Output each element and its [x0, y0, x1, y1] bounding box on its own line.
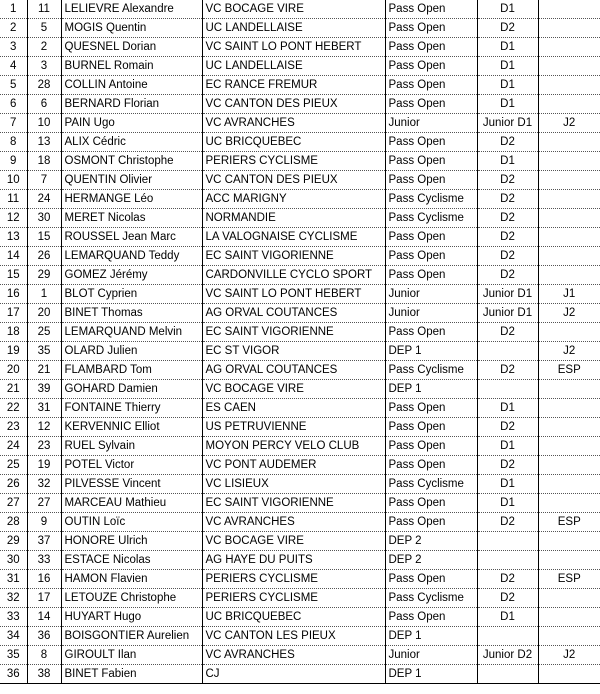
rank-cell: 19 [0, 342, 27, 361]
rank-cell: 5 [0, 76, 27, 95]
bib-cell: 18 [27, 152, 61, 171]
table-row [0, 380, 600, 399]
table-row [0, 323, 600, 342]
rider-name-cell: KERVENNIC Elliot [61, 418, 202, 437]
table-row [0, 114, 600, 133]
table-row [0, 418, 600, 437]
extra-class-cell [538, 589, 600, 608]
extra-class-cell [538, 418, 600, 437]
rank-cell: 21 [0, 380, 27, 399]
bib-cell: 27 [27, 494, 61, 513]
division-cell: D2 [477, 190, 538, 209]
rank-cell: 7 [0, 114, 27, 133]
extra-class-cell: J2 [538, 114, 600, 133]
extra-class-cell [538, 38, 600, 57]
club-cell: EC SAINT VIGORIENNE [202, 247, 385, 266]
rider-name-cell: HAMON Flavien [61, 570, 202, 589]
division-cell: D2 [477, 418, 538, 437]
category-cell: Pass Cyclisme [385, 361, 477, 380]
club-cell: PERIERS CYCLISME [202, 570, 385, 589]
club-cell: VC AVRANCHES [202, 114, 385, 133]
extra-class-cell [538, 247, 600, 266]
division-cell: D2 [477, 247, 538, 266]
category-cell: Junior [385, 304, 477, 323]
rank-cell: 14 [0, 247, 27, 266]
extra-class-cell: ESP [538, 361, 600, 380]
rider-name-cell: MOGIS Quentin [61, 19, 202, 38]
table-row [0, 437, 600, 456]
category-cell: Pass Open [385, 171, 477, 190]
bib-cell: 36 [27, 627, 61, 646]
division-cell: D1 [477, 57, 538, 76]
category-cell: Pass Open [385, 570, 477, 589]
club-cell: ES CAEN [202, 399, 385, 418]
club-cell: PERIERS CYCLISME [202, 152, 385, 171]
division-cell [477, 665, 538, 684]
bib-cell: 10 [27, 114, 61, 133]
extra-class-cell [538, 152, 600, 171]
rank-cell: 22 [0, 399, 27, 418]
division-cell: Junior D1 [477, 285, 538, 304]
category-cell: Pass Open [385, 437, 477, 456]
table-row [0, 133, 600, 152]
club-cell: UC LANDELLAISE [202, 19, 385, 38]
extra-class-cell [538, 399, 600, 418]
bib-cell: 32 [27, 475, 61, 494]
rider-name-cell: GOMEZ Jérémy [61, 266, 202, 285]
division-cell: Junior D1 [477, 304, 538, 323]
rank-cell: 11 [0, 190, 27, 209]
table-row [0, 190, 600, 209]
club-cell: AG ORVAL COUTANCES [202, 361, 385, 380]
rank-cell: 36 [0, 665, 27, 684]
extra-class-cell [538, 171, 600, 190]
table-row [0, 494, 600, 513]
category-cell: DEP 1 [385, 627, 477, 646]
category-cell: DEP 2 [385, 551, 477, 570]
club-cell: EC SAINT VIGORIENNE [202, 323, 385, 342]
division-cell: Junior D1 [477, 114, 538, 133]
rider-name-cell: FLAMBARD Tom [61, 361, 202, 380]
bib-cell: 15 [27, 228, 61, 247]
rank-cell: 15 [0, 266, 27, 285]
rider-name-cell: BINET Thomas [61, 304, 202, 323]
rank-cell: 32 [0, 589, 27, 608]
rank-cell: 4 [0, 57, 27, 76]
table-row [0, 513, 600, 532]
category-cell: Pass Open [385, 19, 477, 38]
bib-cell: 24 [27, 190, 61, 209]
division-cell: D1 [477, 475, 538, 494]
table-row [0, 627, 600, 646]
category-cell: Pass Open [385, 95, 477, 114]
rank-cell: 13 [0, 228, 27, 247]
rank-cell: 23 [0, 418, 27, 437]
category-cell: Junior [385, 285, 477, 304]
extra-class-cell [538, 0, 600, 19]
category-cell: Pass Open [385, 266, 477, 285]
table-row [0, 152, 600, 171]
rider-name-cell: HUYART Hugo [61, 608, 202, 627]
table-row [0, 57, 600, 76]
table-row [0, 665, 600, 684]
rank-cell: 18 [0, 323, 27, 342]
rider-name-cell: OLARD Julien [61, 342, 202, 361]
club-cell: VC CANTON DES PIEUX [202, 95, 385, 114]
club-cell: LA VALOGNAISE CYCLISME [202, 228, 385, 247]
rider-name-cell: LELIEVRE Alexandre [61, 0, 202, 19]
category-cell: Pass Cyclisme [385, 589, 477, 608]
division-cell: D2 [477, 570, 538, 589]
extra-class-cell [538, 266, 600, 285]
rider-name-cell: RUEL Sylvain [61, 437, 202, 456]
club-cell: AG HAYE DU PUITS [202, 551, 385, 570]
division-cell: D2 [477, 456, 538, 475]
bib-cell: 11 [27, 0, 61, 19]
table-row [0, 399, 600, 418]
category-cell: Pass Cyclisme [385, 190, 477, 209]
category-cell: Pass Open [385, 228, 477, 247]
category-cell: Pass Open [385, 323, 477, 342]
rank-cell: 33 [0, 608, 27, 627]
category-cell: Pass Cyclisme [385, 209, 477, 228]
division-cell: D2 [477, 513, 538, 532]
extra-class-cell: J2 [538, 342, 600, 361]
bib-cell: 2 [27, 38, 61, 57]
extra-class-cell [538, 95, 600, 114]
rank-cell: 26 [0, 475, 27, 494]
rider-name-cell: COLLIN Antoine [61, 76, 202, 95]
rider-name-cell: LEMARQUAND Melvin [61, 323, 202, 342]
rank-cell: 2 [0, 19, 27, 38]
division-cell: D1 [477, 152, 538, 171]
club-cell: VC SAINT LO PONT HEBERT [202, 38, 385, 57]
extra-class-cell [538, 228, 600, 247]
bib-cell: 6 [27, 95, 61, 114]
extra-class-cell [538, 551, 600, 570]
table-row [0, 285, 600, 304]
rider-name-cell: BERNARD Florian [61, 95, 202, 114]
rider-name-cell: BURNEL Romain [61, 57, 202, 76]
extra-class-cell [538, 627, 600, 646]
rider-name-cell: PAIN Ugo [61, 114, 202, 133]
rider-name-cell: GOHARD Damien [61, 380, 202, 399]
rider-name-cell: QUESNEL Dorian [61, 38, 202, 57]
extra-class-cell [538, 57, 600, 76]
category-cell: Pass Open [385, 494, 477, 513]
extra-class-cell: ESP [538, 570, 600, 589]
club-cell: PERIERS CYCLISME [202, 589, 385, 608]
category-cell: Pass Open [385, 456, 477, 475]
division-cell: D1 [477, 494, 538, 513]
bib-cell: 5 [27, 19, 61, 38]
table-row [0, 266, 600, 285]
club-cell: VC BOCAGE VIRE [202, 0, 385, 19]
bib-cell: 28 [27, 76, 61, 95]
club-cell: CARDONVILLE CYCLO SPORT [202, 266, 385, 285]
division-cell: D1 [477, 95, 538, 114]
club-cell: UC BRICQUEBEC [202, 133, 385, 152]
club-cell: VC PONT AUDEMER [202, 456, 385, 475]
rider-name-cell: BINET Fabien [61, 665, 202, 684]
table-row [0, 475, 600, 494]
table-row [0, 589, 600, 608]
rank-cell: 9 [0, 152, 27, 171]
rider-name-cell: QUENTIN Olivier [61, 171, 202, 190]
bib-cell: 19 [27, 456, 61, 475]
table-row [0, 171, 600, 190]
category-cell: Pass Open [385, 76, 477, 95]
table-row [0, 247, 600, 266]
rank-cell: 24 [0, 437, 27, 456]
extra-class-cell [538, 532, 600, 551]
category-cell: Pass Open [385, 133, 477, 152]
rank-cell: 17 [0, 304, 27, 323]
bib-cell: 14 [27, 608, 61, 627]
bib-cell: 23 [27, 437, 61, 456]
rider-name-cell: PILVESSE Vincent [61, 475, 202, 494]
rank-cell: 3 [0, 38, 27, 57]
bib-cell: 33 [27, 551, 61, 570]
bib-cell: 16 [27, 570, 61, 589]
rank-cell: 30 [0, 551, 27, 570]
table-row [0, 76, 600, 95]
table-row [0, 19, 600, 38]
bib-cell: 1 [27, 285, 61, 304]
rider-name-cell: BOISGONTIER Aurelien [61, 627, 202, 646]
club-cell: CJ [202, 665, 385, 684]
club-cell: EC ST VIGOR [202, 342, 385, 361]
table-row [0, 361, 600, 380]
category-cell: Pass Open [385, 247, 477, 266]
division-cell: D1 [477, 399, 538, 418]
division-cell: D2 [477, 266, 538, 285]
table-row [0, 38, 600, 57]
extra-class-cell [538, 475, 600, 494]
extra-class-cell: J1 [538, 285, 600, 304]
club-cell: US PETRUVIENNE [202, 418, 385, 437]
rank-cell: 28 [0, 513, 27, 532]
rider-name-cell: FONTAINE Thierry [61, 399, 202, 418]
division-cell: D2 [477, 228, 538, 247]
category-cell: DEP 1 [385, 380, 477, 399]
club-cell: VC BOCAGE VIRE [202, 532, 385, 551]
division-cell: D2 [477, 589, 538, 608]
club-cell: AG ORVAL COUTANCES [202, 304, 385, 323]
rider-name-cell: POTEL Victor [61, 456, 202, 475]
bib-cell: 9 [27, 513, 61, 532]
extra-class-cell: ESP [538, 513, 600, 532]
category-cell: Pass Open [385, 513, 477, 532]
extra-class-cell: J2 [538, 646, 600, 665]
division-cell: D2 [477, 19, 538, 38]
extra-class-cell [538, 456, 600, 475]
table-row [0, 95, 600, 114]
bib-cell: 38 [27, 665, 61, 684]
bib-cell: 20 [27, 304, 61, 323]
table-row [0, 228, 600, 247]
club-cell: MOYON PERCY VELO CLUB [202, 437, 385, 456]
rank-cell: 8 [0, 133, 27, 152]
category-cell: DEP 1 [385, 665, 477, 684]
category-cell: Junior [385, 646, 477, 665]
rider-name-cell: BLOT Cyprien [61, 285, 202, 304]
table-row [0, 456, 600, 475]
table-row [0, 209, 600, 228]
category-cell: Pass Cyclisme [385, 475, 477, 494]
club-cell: EC SAINT VIGORIENNE [202, 494, 385, 513]
division-cell [477, 380, 538, 399]
bib-cell: 26 [27, 247, 61, 266]
extra-class-cell [538, 437, 600, 456]
bib-cell: 37 [27, 532, 61, 551]
club-cell: VC CANTON LES PIEUX [202, 627, 385, 646]
division-cell [477, 551, 538, 570]
rank-cell: 35 [0, 646, 27, 665]
extra-class-cell [538, 665, 600, 684]
division-cell: Junior D2 [477, 646, 538, 665]
rider-name-cell: HERMANGE Léo [61, 190, 202, 209]
club-cell: EC RANCE FREMUR [202, 76, 385, 95]
bib-cell: 29 [27, 266, 61, 285]
club-cell: VC AVRANCHES [202, 646, 385, 665]
rank-cell: 29 [0, 532, 27, 551]
division-cell: D1 [477, 0, 538, 19]
rider-name-cell: OSMONT Christophe [61, 152, 202, 171]
category-cell: Junior [385, 114, 477, 133]
table-row [0, 532, 600, 551]
extra-class-cell [538, 608, 600, 627]
club-cell: VC AVRANCHES [202, 513, 385, 532]
division-cell [477, 627, 538, 646]
club-cell: UC LANDELLAISE [202, 57, 385, 76]
rider-name-cell: GIROULT Ilan [61, 646, 202, 665]
rider-name-cell: LEMARQUAND Teddy [61, 247, 202, 266]
division-cell: D2 [477, 323, 538, 342]
category-cell: DEP 2 [385, 532, 477, 551]
rank-cell: 31 [0, 570, 27, 589]
division-cell: D1 [477, 437, 538, 456]
rider-name-cell: ROUSSEL Jean Marc [61, 228, 202, 247]
bib-cell: 3 [27, 57, 61, 76]
bib-cell: 39 [27, 380, 61, 399]
category-cell: Pass Open [385, 0, 477, 19]
category-cell: Pass Open [385, 608, 477, 627]
extra-class-cell [538, 209, 600, 228]
club-cell: UC BRICQUEBEC [202, 608, 385, 627]
division-cell: D2 [477, 361, 538, 380]
rank-cell: 27 [0, 494, 27, 513]
rank-cell: 25 [0, 456, 27, 475]
table-row [0, 342, 600, 361]
table-row [0, 551, 600, 570]
extra-class-cell: J2 [538, 304, 600, 323]
bib-cell: 12 [27, 418, 61, 437]
extra-class-cell [538, 323, 600, 342]
rider-name-cell: OUTIN Loïc [61, 513, 202, 532]
rider-name-cell: ESTACE Nicolas [61, 551, 202, 570]
club-cell: VC CANTON DES PIEUX [202, 171, 385, 190]
category-cell: Pass Open [385, 57, 477, 76]
rank-cell: 12 [0, 209, 27, 228]
table-row [0, 646, 600, 665]
category-cell: Pass Open [385, 399, 477, 418]
table-row [0, 0, 600, 19]
club-cell: VC LISIEUX [202, 475, 385, 494]
rank-cell: 6 [0, 95, 27, 114]
division-cell [477, 532, 538, 551]
extra-class-cell [538, 494, 600, 513]
bib-cell: 17 [27, 589, 61, 608]
club-cell: VC SAINT LO PONT HEBERT [202, 285, 385, 304]
bib-cell: 31 [27, 399, 61, 418]
division-cell [477, 342, 538, 361]
rank-cell: 10 [0, 171, 27, 190]
division-cell: D2 [477, 171, 538, 190]
bib-cell: 21 [27, 361, 61, 380]
bib-cell: 7 [27, 171, 61, 190]
category-cell: Pass Open [385, 38, 477, 57]
rank-cell: 16 [0, 285, 27, 304]
rider-name-cell: ALIX Cédric [61, 133, 202, 152]
club-cell: ACC MARIGNY [202, 190, 385, 209]
table-row [0, 608, 600, 627]
category-cell: DEP 1 [385, 342, 477, 361]
bib-cell: 30 [27, 209, 61, 228]
club-cell: NORMANDIE [202, 209, 385, 228]
division-cell: D2 [477, 209, 538, 228]
bib-cell: 8 [27, 646, 61, 665]
rider-name-cell: MERET Nicolas [61, 209, 202, 228]
division-cell: D1 [477, 76, 538, 95]
rank-cell: 34 [0, 627, 27, 646]
extra-class-cell [538, 190, 600, 209]
rider-name-cell: LETOUZE Christophe [61, 589, 202, 608]
bib-cell: 25 [27, 323, 61, 342]
club-cell: VC BOCAGE VIRE [202, 380, 385, 399]
extra-class-cell [538, 380, 600, 399]
rank-cell: 1 [0, 0, 27, 19]
division-cell: D1 [477, 608, 538, 627]
rank-cell: 20 [0, 361, 27, 380]
rider-name-cell: MARCEAU Mathieu [61, 494, 202, 513]
category-cell: Pass Open [385, 152, 477, 171]
extra-class-cell [538, 19, 600, 38]
extra-class-cell [538, 76, 600, 95]
bib-cell: 35 [27, 342, 61, 361]
table-row [0, 304, 600, 323]
division-cell: D2 [477, 133, 538, 152]
table-row [0, 570, 600, 589]
extra-class-cell [538, 133, 600, 152]
rider-name-cell: HONORE Ulrich [61, 532, 202, 551]
bib-cell: 13 [27, 133, 61, 152]
division-cell: D1 [477, 38, 538, 57]
category-cell: Pass Open [385, 418, 477, 437]
